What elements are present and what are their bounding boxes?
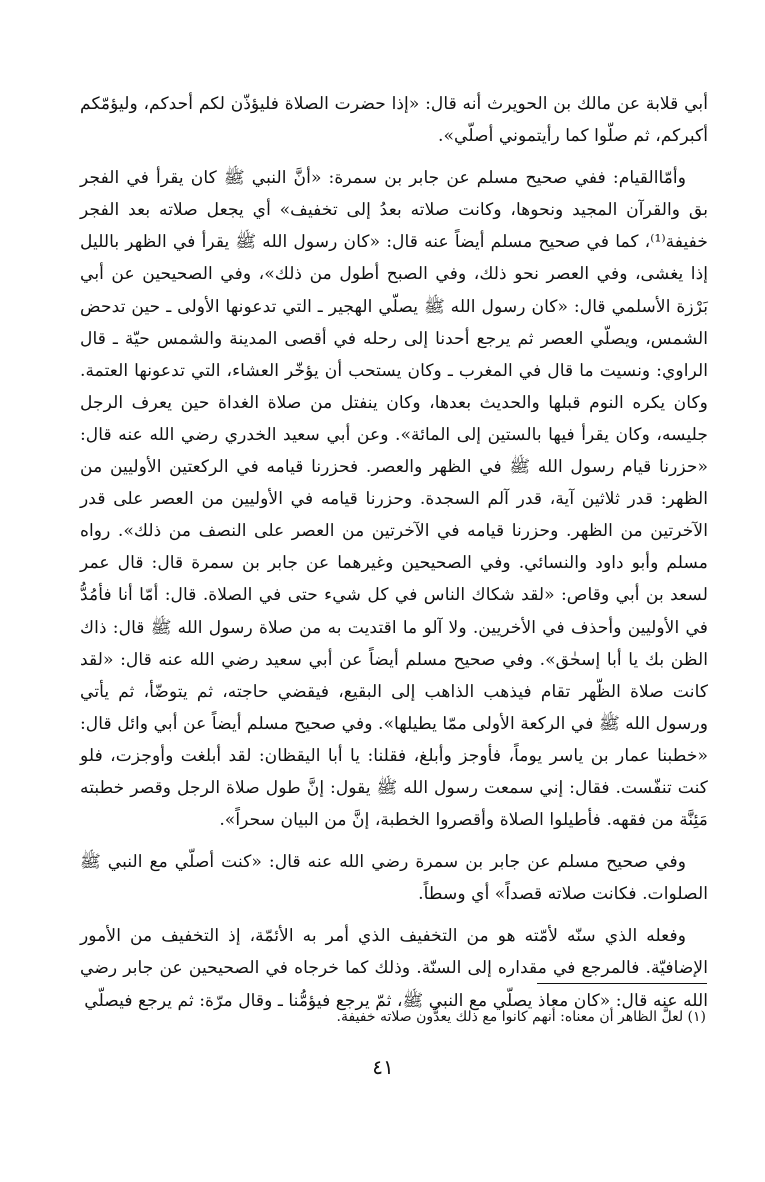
footnote-divider bbox=[537, 983, 707, 984]
book-page-body bbox=[80, 88, 708, 1027]
paragraph: وفعله الذي سنّه لأمّته هو من التخفيف الذي أمر به الأئمّة، إذ التخفيف من الأمور الإضافيّة. فالمرجع في مقداره إلى السنّة. وذلك كما خرجاه في الصحيحين عن جابر رضي الله عنه قال: «كان معاذ يصلّي مع النبي ﷺ، ثمّ يرجع فيؤمُّنا ـ وقال مرّة: ثم يرجع فيصلّي bbox=[80, 926, 708, 1011]
page-number: ٤١ bbox=[372, 1055, 394, 1079]
paragraph: وفي صحيح مسلم عن جابر بن سمرة رضي الله عنه قال: «كنت أصلّي مع النبي ﷺ الصلوات. فكانت صلاته قصداً» أي وسطاً. bbox=[80, 852, 708, 905]
paragraph: أبي قلابة عن مالك بن الحويرث أنه قال: «إذا حضرت الصلاة فليؤذّن لكم أحدكم، وليؤمّكم أكبركم، ثم صلّوا كما رأيتموني أصلّي». bbox=[80, 94, 708, 147]
paragraph: وأمّاالقيام: ففي صحيح مسلم عن جابر بن سمرة: «أنَّ النبي ﷺ كان يقرأ في الفجر بق والقرآن المجيد ونحوها، وكانت صلاته بعدُ إلى تخفيف» أي يجعل صلاته بعد الفجر خفيفة⁽¹⁾، كما في صحيح مسلم أيضاً عنه قال: «كان رسول الله ﷺ يقرأ في الظهر بالليل إذا يغشى، وفي العصر نحو ذلك، وفي الصبح أطول من ذلك»، وفي الصحيحين عن أبي بَرْزة الأسلمي قال: «كان رسول الله ﷺ يصلّي الهجير ـ التي تدعونها الأولى ـ حين تدحض الشمس، ويصلّي العصر ثم يرجع أحدنا إلى رحله في أقصى المدينة والشمس حيّة ـ قال الراوي: ونسيت ما قال في المغرب ـ وكان يستحب أن يؤخّر العشاء، التي تدعونها العتمة. وكان يكره النوم قبلها والحديث بعدها، وكان ينفتل من صلاة الغداة حين يعرف الرجل جليسه، وكان يقرأ فيها بالستين إلى المائة». وعن أبي سعيد الخدري رضي الله عنه قال: «حزرنا قيام رسول الله ﷺ في الظهر والعصر. فحزرنا قيامه في الركعتين الأوليين من الظهر: قدر ثلاثين آية، قدر آلم السجدة. وحزرنا قيامه في الأوليين من العصر على قدر الآخرتين من الظهر. وحزرنا قيامه في الآخرتين من العصر على النصف من ذلك». رواه مسلم وأبو داود والنسائي. وفي الصحيحين وغيرهما عن جابر بن سمرة قال: قال عمر لسعد بن أبي وقاص: «لقد شكاك الناس في كل شيء حتى في الصلاة. قال: أمّا أنا فأمُدُّ في الأوليين وأحذف في الأخريين. ولا آلو ما اقتديت به من صلاة رسول الله ﷺ قال: ذاك الظن بك يا أبا إسحٰق». وفي صحيح مسلم أيضاً عن أبي سعيد رضي الله عنه قال: «لقد كانت صلاة الظّهر تقام فيذهب الذاهب إلى البقيع، فيقضي حاجته، ثم يتوضّأ، ثم يأتي ورسول الله ﷺ في الركعة الأولى ممّا يطيلها». وفي صحيح مسلم أيضاً عن أبي وائل قال: «خطبنا عمار بن ياسر يوماً، فأوجز وأبلغ، فقلنا: يا أبا اليقظان: لقد أبلغت وأوجزت، فلو كنت تنفّست. فقال: إني سمعت رسول الله ﷺ يقول: إنَّ طول صلاة الرجل وقصر خطبته مَئِنَّة من فقهه. فأطيلوا الصلاة وأقصروا الخطبة، إنَّ من البيان سحراً». bbox=[80, 168, 708, 831]
footnote: (١) لعلَّ الظاهر أن معناه: أنهم كانوا مع ذلك يعدُّون صلاته خفيفة. bbox=[336, 1009, 706, 1025]
